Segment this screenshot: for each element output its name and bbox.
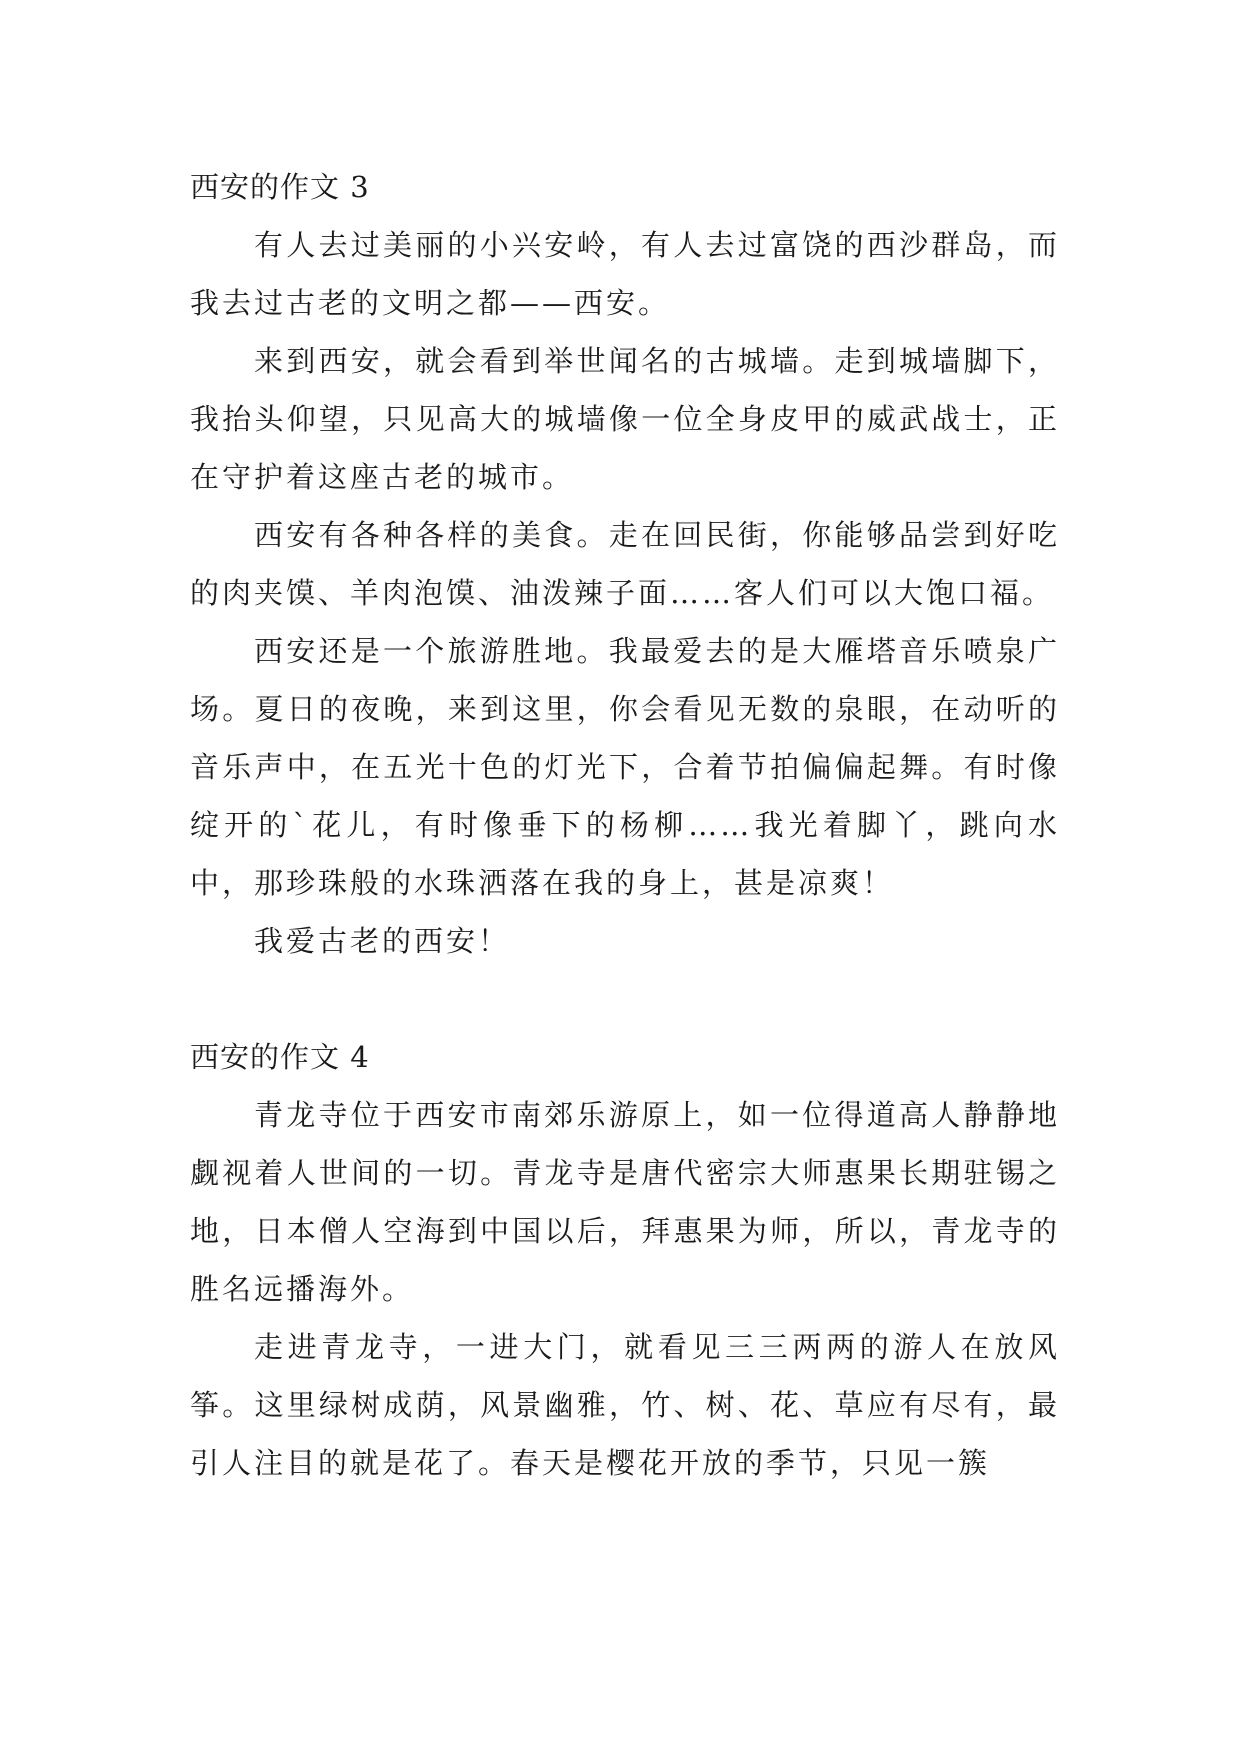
essay-paragraph: 走进青龙寺，一进大门，就看见三三两两的游人在放风筝。这里绿树成荫，风景幽雅，竹、树、花、草应有尽有，最引人注目的就是花了。春天是樱花开放的季节，只见一簇 — [190, 1330, 1060, 1480]
essay-paragraph: 来到西安，就会看到举世闻名的古城墙。走到城墙脚下，我抬头仰望，只见高大的城墙像一位全身皮甲的威武战士，正在守护着这座古老的城市。 — [190, 344, 1060, 494]
essay-paragraph: 西安有各种各样的美食。走在回民街，你能够品尝到好吃的肉夹馍、羊肉泡馍、油泼辣子面……客人们可以大饱口福。 — [190, 518, 1060, 610]
essay-paragraph: 西安还是一个旅游胜地。我最爱去的是大雁塔音乐喷泉广场。夏日的夜晚，来到这里，你会看见无数的泉眼，在动听的音乐声中，在五光十色的灯光下，合着节拍偏偏起舞。有时像绽开的`花儿，有时像垂下的杨柳……我光着脚丫，跳向水中，那珍珠般的水珠洒落在我的身上，甚是凉爽！ — [190, 634, 1060, 900]
essay-paragraph: 我爱古老的西安！ — [254, 924, 511, 958]
section-spacer — [190, 970, 1060, 1028]
essay-4 — [190, 1028, 1060, 1492]
document-page — [190, 158, 1060, 1492]
essay-paragraph: 有人去过美丽的小兴安岭，有人去过富饶的西沙群岛，而我去过古老的文明之都——西安。 — [190, 228, 1060, 320]
essay-3 — [190, 158, 1060, 970]
essay-title: 西安的作文 3 — [190, 170, 370, 204]
essay-paragraph: 青龙寺位于西安市南郊乐游原上，如一位得道高人静静地觑视着人世间的一切。青龙寺是唐代密宗大师惠果长期驻锡之地，日本僧人空海到中国以后，拜惠果为师，所以，青龙寺的胜名远播海外。 — [190, 1098, 1060, 1306]
essay-title: 西安的作文 4 — [190, 1040, 370, 1074]
